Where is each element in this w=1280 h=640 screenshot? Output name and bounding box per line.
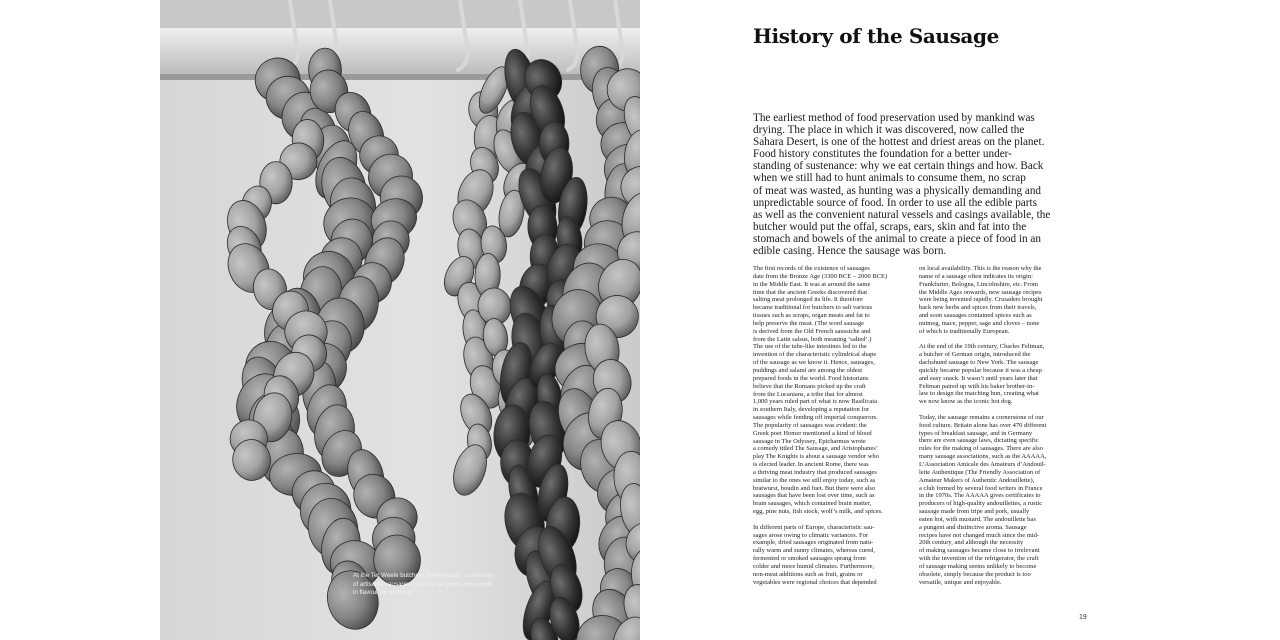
text-line: Today, the sausage remains a cornerstone of our <box>919 413 1044 421</box>
text-line: with the invention of the refrigerator, the craft <box>919 555 1039 563</box>
text-line: in the 1970s. The AAAAA gives certificates to <box>919 492 1041 500</box>
text-line: in the Middle East. It was at around the same <box>753 280 871 288</box>
text-line: At the end of the 19th century, Charles Feltman, <box>919 343 1045 351</box>
text-line: a butcher of German origin, introduced the <box>919 351 1031 359</box>
text-line: versatile, unique and enjoyable. <box>919 578 1002 586</box>
text-line: name of a sausage often indicates its origin: <box>919 272 1033 280</box>
text-line: Feltman paired up with his baker brother-in- <box>919 382 1035 390</box>
text-line: when we still had to hunt animals to consume them, no scrap <box>753 172 1026 185</box>
text-line: salting meat prolonged its life. It therefore <box>753 296 863 304</box>
body-column-left <box>753 265 910 594</box>
photo-caption-line: in flavour by smoking. <box>353 589 413 597</box>
text-line: similar to the ones we still enjoy today, such as <box>753 476 876 484</box>
text-line: drying. The place in which it was discovered, now called the <box>753 124 1025 137</box>
body-column-right <box>919 265 1076 594</box>
text-line: many sausage associations, such as the AAAAA, <box>919 453 1047 461</box>
text-line: types of breakfast sausage, and in Germany <box>919 429 1033 437</box>
text-line: Greek poet Homer mentioned a kind of blood <box>753 429 872 437</box>
text-line: of the sausage as we know it. Hence, sausages, <box>753 359 875 367</box>
text-line: there are even sausage laws, dictating specific <box>919 437 1039 445</box>
text-line: of making sausages became close to irrelevant <box>919 547 1040 555</box>
text-line: stomach and bowels of the animal to create a piece of food in an <box>753 232 1041 245</box>
text-line: 1,000 years ruled part of what is now Basilicata <box>753 398 878 406</box>
text-line: egg, pine nuts, fish stock, wolf’s milk, and spices. <box>753 508 883 516</box>
body-paragraph <box>919 414 1076 587</box>
text-line: from the Latin salsus, both meaning ‘salted’.) <box>753 335 872 343</box>
text-line: standing of sustenance: why we eat certain things and how. Back <box>753 160 1044 173</box>
text-line: rules for the making of sausages. There are also <box>919 445 1043 453</box>
text-line: butcher would put the offal, scraps, ears, skin and fat into the <box>753 220 1027 233</box>
photo-caption <box>353 572 503 598</box>
text-line: in southern Italy, developing a reputation for <box>753 406 870 414</box>
text-line: sausages while fending off imperial conquerors. <box>753 414 878 422</box>
text-line: 20th century, and although the necessity <box>919 539 1024 547</box>
text-line: example, dried sausages originated from natu- <box>753 539 874 547</box>
text-line: food culture. Britain alone has over 470 different <box>919 421 1047 429</box>
text-line: rally warm and sunny climates, whereas cured, <box>753 547 876 555</box>
text-line: Amateur Makers of Authentic Andouillette), <box>919 476 1035 484</box>
text-line: tissues such as scraps, organ meats and fat to <box>753 312 870 320</box>
text-line: back new herbs and spices from their travels, <box>919 304 1037 312</box>
text-line: a thriving meat industry that produced sausages <box>753 468 877 476</box>
text-line: became traditional for butchers to salt various <box>753 304 873 312</box>
text-line: edible casing. Hence the sausage was born. <box>753 245 947 258</box>
text-line: sages arose owing to climatic variances. For <box>753 531 868 539</box>
text-line: of meat was wasted, as hunting was a physically demanding and <box>753 184 1042 197</box>
text-line: were being invented rapidly. Crusaders brought <box>919 296 1043 304</box>
text-line: sausage in The Odyssey, Epicharmus wrote <box>753 437 866 445</box>
page-number: 19 <box>1079 614 1087 621</box>
text-line: colder and more humid climates. Furthermore, <box>753 563 875 571</box>
text-line: sausage made from tripe and pork, usually <box>919 508 1030 516</box>
text-line: is elected leader. In ancient Rome, there was <box>753 461 869 469</box>
text-line: bratwurst, boudin and fuet. But there were also <box>753 484 876 492</box>
text-line: The earliest method of food preservation used by mankind was <box>753 112 1035 124</box>
body-paragraph <box>753 524 910 587</box>
text-line: as well as the convenient natural vessels and casings available, the <box>753 208 1051 221</box>
article-intro <box>753 112 1065 257</box>
body-paragraph <box>919 343 1076 406</box>
text-line: eaten hot, with mustard. The andouillette has <box>919 515 1036 523</box>
text-line: The first records of the existence of sausages <box>753 265 870 272</box>
text-line: fermented or smoked sausages sprang from <box>753 555 866 563</box>
sausage-photo-illustration <box>160 0 640 640</box>
text-line: is derived from the Old French saussiche and <box>753 327 871 335</box>
text-line: nutmeg, mace, pepper, sage and cloves – none <box>919 319 1040 327</box>
text-line: help preserve the meat. (The word sausage <box>753 319 864 327</box>
sausage-photo <box>160 0 640 640</box>
text-line: a club formed by several food writers in France <box>919 484 1043 492</box>
text-line: Food history constitutes the foundation for a better under- <box>753 148 1012 161</box>
text-line: and soon sausages contained spices such as <box>919 312 1032 320</box>
text-line: L’Association Amicale des Amateurs d’Andouil- <box>919 461 1046 468</box>
text-line: lette Authentique (The Friendly Association of <box>919 468 1041 476</box>
text-line: invention of the characteristic cylindrical shape <box>753 351 877 359</box>
photo-caption-line: At the Ter Weele butchery, Netherlands, a collection <box>353 572 495 579</box>
text-line: law to design the matching bun, creating what <box>919 390 1039 398</box>
text-line: on local availability. This is the reason why the <box>919 265 1042 272</box>
text-line: puddings and salami are among the oldest <box>753 366 863 374</box>
text-line: sausages that have been lost over time, such as <box>753 492 875 500</box>
text-line: The use of the tube-like intestines led to the <box>753 343 867 351</box>
text-line: The popularity of sausages was evident: the <box>753 421 867 429</box>
text-line: vegetables were regional choices that depended <box>753 578 877 586</box>
text-line: from the Lucanians, a tribe that for almost <box>753 390 863 398</box>
body-paragraph <box>919 265 1076 336</box>
text-line: of which is traditionally European. <box>919 327 1010 335</box>
text-line: the Middle Ages onwards, new sausage recipes <box>919 288 1042 296</box>
photo-caption-line: of artisanal sausages, soon to be given extra depth <box>353 580 493 588</box>
text-line: prepared foods in the world. Food historians <box>753 374 869 382</box>
text-line: time that the ancient Greeks discovered that <box>753 288 868 296</box>
article-title: History of the Sausage <box>753 24 999 48</box>
text-line: date from the Bronze Age (3300 BCE – 2000 BCE) <box>753 272 888 280</box>
text-line: non-meat additions such as fruit, grains or <box>753 570 863 578</box>
text-line: Sahara Desert, is one of the hottest and driest areas on the planet. <box>753 136 1045 149</box>
text-line: quickly became popular because it was a cheap <box>919 366 1042 374</box>
text-line: we now know as the iconic hot dog. <box>919 398 1013 406</box>
text-line: and easy snack. It wasn’t until years later that <box>919 374 1038 382</box>
text-line: play The Knights is about a sausage vendor who <box>753 453 879 461</box>
body-paragraph <box>753 265 910 516</box>
text-line: a pungent and distinctive aroma. Sausage <box>919 523 1027 531</box>
text-line: believe that the Romans picked up the craft <box>753 382 866 390</box>
text-line: Frankfurter, Bologna, Lincolnshire, etc. From <box>919 280 1038 288</box>
text-line: recipes have not changed much since the mid- <box>919 531 1040 539</box>
text-line: unpredictable source of food. In order to use all the edible parts <box>753 196 1037 209</box>
text-line: of sausage making seems unlikely to become <box>919 562 1037 570</box>
text-line: a comedy titled The Sausage, and Aristophanes’ <box>753 445 878 453</box>
text-line: In different parts of Europe, characteristic sau- <box>753 523 875 531</box>
text-line: dachshund sausage to New York. The sausage <box>919 359 1039 367</box>
text-line: brain sausages, which contained brain matter, <box>753 500 872 508</box>
text-line: obsolete, simply because the product is too <box>919 570 1031 578</box>
text-line: producers of high-quality andouillettes, a rustic <box>919 500 1043 508</box>
